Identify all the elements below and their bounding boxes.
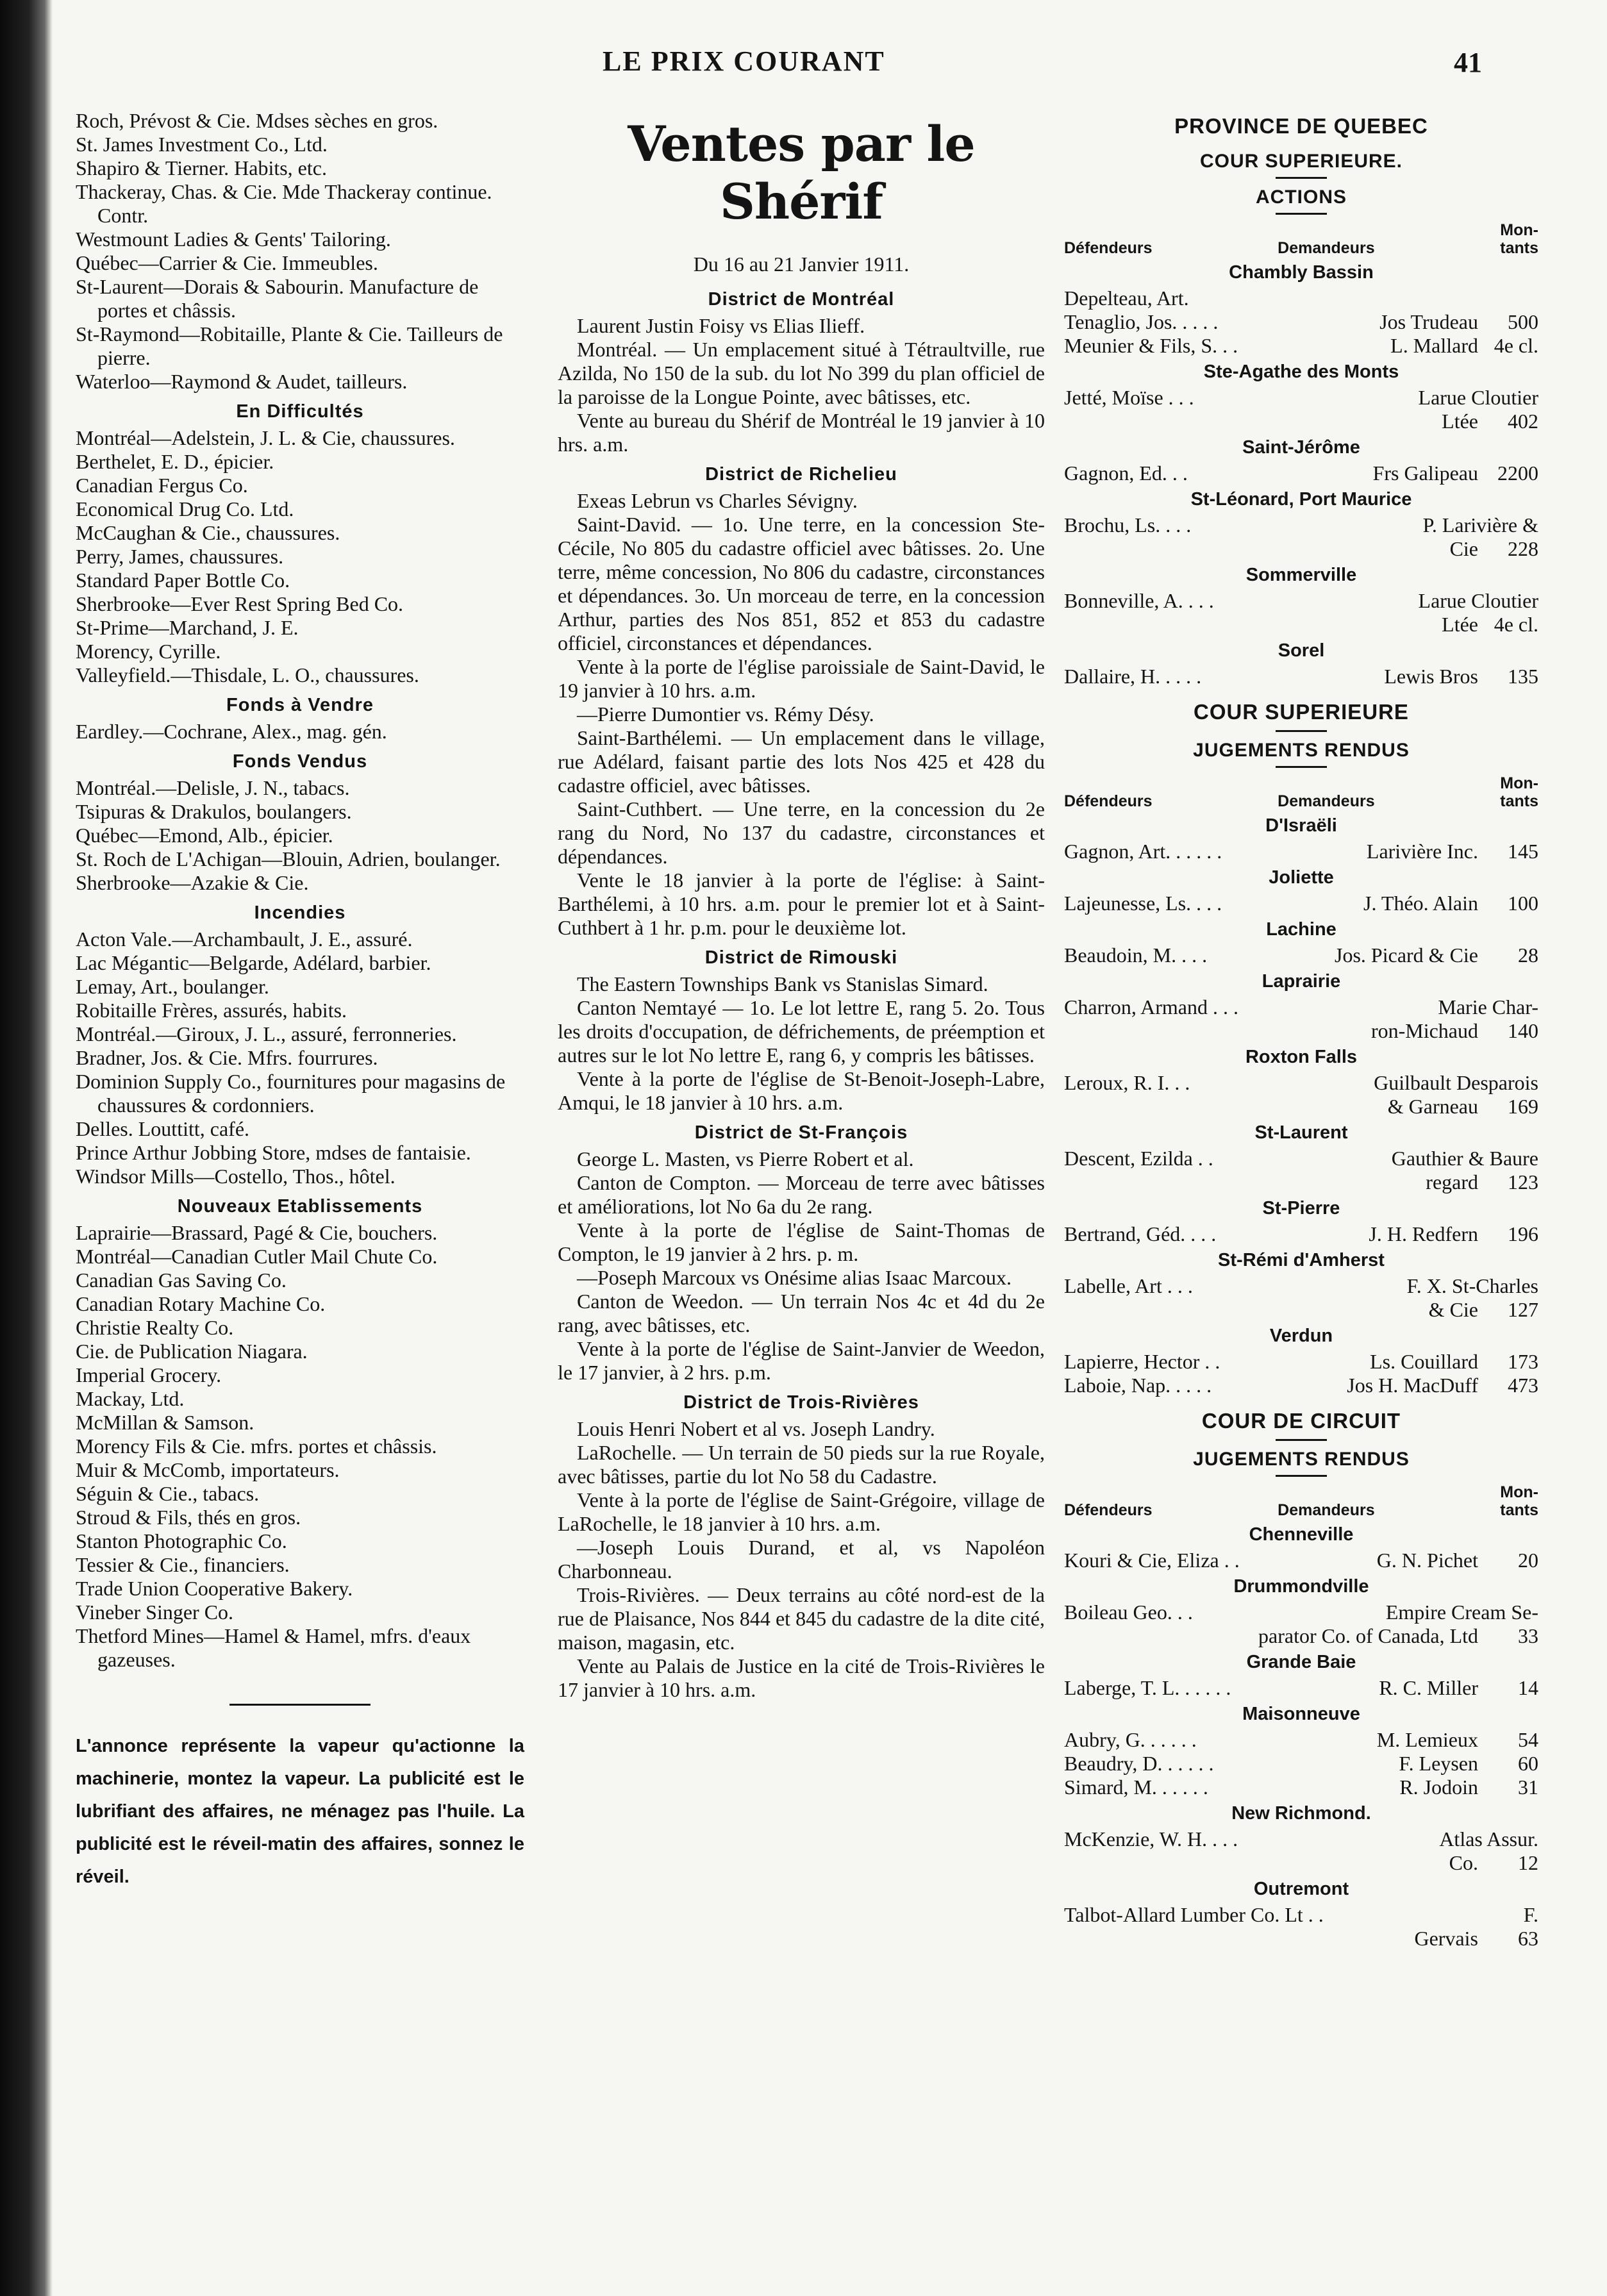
amount	[1492, 287, 1538, 310]
plaintiff: Lewis Bros	[1384, 665, 1478, 688]
case-line	[1064, 1903, 1538, 1927]
sale-paragraph: Vente le 18 janvier à la porte de l'église: à Saint-Barthélemi, à 10 hrs. a.m. pour le premier lot et à Saint-Cuthbert à 1 hr. p.m. pour le deuxième lot.	[558, 869, 1045, 939]
town-heading: St-Pierre	[1262, 1198, 1340, 1219]
sale-paragraph: Vente à la porte de l'église paroissiale de Saint-David, le 19 janvier à 10 hrs. a.m.	[558, 655, 1045, 702]
short-rule	[1276, 1475, 1327, 1477]
town-heading: St-Laurent	[1254, 1122, 1348, 1143]
column-headers	[1064, 221, 1538, 257]
case-line	[1064, 1019, 1538, 1043]
list-item: Christie Realty Co.	[76, 1316, 234, 1339]
defendant: McKenzie, W. H. . . .	[1064, 1827, 1238, 1851]
plaintiff: Larue Cloutier	[1418, 589, 1538, 612]
list-item: St-Prime—Marchand, J. E.	[76, 616, 299, 639]
jugements-heading-2: JUGEMENTS RENDUS	[1193, 1449, 1410, 1470]
list-item: Lac Mégantic—Belgarde, Adélard, barbier.	[76, 951, 431, 974]
case-row	[1064, 462, 1538, 485]
column-headers	[1064, 774, 1538, 810]
case-line	[1064, 1298, 1538, 1322]
plaintiff: J. H. Redfern	[1369, 1222, 1478, 1245]
defendant: Lapierre, Hector . .	[1064, 1350, 1220, 1373]
amount: 4e cl.	[1494, 613, 1538, 636]
actions-heading: ACTIONS	[1256, 187, 1347, 208]
defendant: Depelteau, Art.	[1064, 287, 1189, 310]
plaintiff: Empire Cream Se-	[1385, 1601, 1538, 1624]
amount: 28	[1518, 944, 1538, 967]
case-row	[1064, 1071, 1538, 1119]
plaintiff: Jos Trudeau	[1379, 310, 1478, 333]
list-item: Robitaille Frères, assurés, habits.	[76, 999, 347, 1022]
list-item: Canadian Rotary Machine Co.	[76, 1292, 326, 1315]
plaintiff: G. N. Pichet	[1376, 1549, 1478, 1572]
short-rule	[1276, 730, 1327, 732]
case-row	[1064, 1222, 1538, 1246]
case-row	[1064, 1274, 1538, 1322]
case-row	[1064, 513, 1538, 561]
list-item: Tessier & Cie., financiers.	[76, 1553, 290, 1576]
amount: 169	[1508, 1095, 1538, 1118]
case-row	[1064, 310, 1538, 334]
case-row	[1064, 840, 1538, 863]
list-item: Trade Union Cooperative Bakery.	[76, 1577, 353, 1600]
town-heading: Outremont	[1253, 1879, 1349, 1899]
case-row	[1064, 1776, 1538, 1799]
town-heading: D'Israëli	[1265, 815, 1337, 836]
plaintiff: P. Larivière &	[1422, 513, 1538, 537]
defendant: Lajeunesse, Ls. . . .	[1064, 892, 1222, 915]
sale-paragraph: George L. Masten, vs Pierre Robert et al.	[577, 1147, 914, 1170]
town-heading: Chambly Bassin	[1229, 262, 1374, 283]
case-row	[1064, 665, 1538, 688]
list-item: St-Raymond—Robitaille, Plante & Cie. Tailleurs de pierre.	[76, 322, 503, 369]
case-row	[1064, 1676, 1538, 1700]
case-line	[1064, 513, 1538, 537]
case-row	[1064, 1147, 1538, 1194]
case-line	[1064, 1851, 1538, 1875]
short-rule	[1276, 766, 1327, 768]
sale-paragraph: Canton de Compton. — Morceau de terre avec bâtisses et améliorations, lot No 6a du 2e rang.	[558, 1171, 1045, 1218]
amount: 173	[1508, 1350, 1538, 1373]
case-row	[1064, 1728, 1538, 1752]
case-line	[1064, 1624, 1538, 1648]
list-item: Windsor Mills—Costello, Thos., hôtel.	[76, 1165, 396, 1188]
sale-paragraph: Vente à la porte de l'église de Saint-Grégoire, village de LaRochelle, le 18 janvier à 10 hrs. a.m.	[558, 1488, 1045, 1535]
sale-paragraph: Saint-Cuthbert. — Une terre, en la concession du 2e rang du Nord, No 137 du cadastre, circonstances et dépendances.	[558, 797, 1045, 868]
town-heading: Laprairie	[1261, 971, 1341, 992]
page-title: LE PRIX COURANT	[603, 46, 885, 77]
province-heading: PROVINCE DE QUEBEC	[1174, 114, 1428, 138]
vendus-list	[76, 776, 524, 895]
court-heading-superieure-2: COUR SUPERIEURE	[1194, 700, 1409, 724]
defendant: Aubry, G. . . . . .	[1064, 1728, 1197, 1751]
list-item: Canadian Fergus Co.	[76, 474, 248, 497]
column-headers	[1064, 1483, 1538, 1519]
plaintiff-continued: regard	[1426, 1170, 1478, 1194]
defendant: Labelle, Art . . .	[1064, 1274, 1193, 1297]
list-item: St. James Investment Co., Ltd.	[76, 133, 328, 156]
defendant: Bertrand, Géd. . . .	[1064, 1222, 1217, 1245]
defendeurs-header: Défendeurs	[1064, 239, 1153, 257]
defendant: Gagnon, Ed. . .	[1064, 462, 1188, 485]
district-heading: District de Richelieu	[705, 464, 897, 485]
defendant: Laberge, T. L. . . . . .	[1064, 1676, 1231, 1699]
list-item: Cie. de Publication Niagara.	[76, 1340, 308, 1363]
sale-paragraph: Exeas Lebrun vs Charles Sévigny.	[577, 489, 858, 512]
town-heading: Maisonneuve	[1242, 1704, 1360, 1724]
case-line	[1064, 410, 1538, 433]
district-heading: District de Montréal	[708, 289, 895, 310]
amount: 135	[1508, 665, 1538, 688]
defendant: Beaudoin, M. . . .	[1064, 944, 1208, 967]
amount: 20	[1518, 1549, 1538, 1572]
list-item: Bradner, Jos. & Cie. Mfrs. fourrures.	[76, 1046, 378, 1069]
plaintiff-continued: parator Co. of Canada, Ltd	[1258, 1624, 1478, 1647]
amount: 473	[1508, 1374, 1538, 1397]
sale-paragraph: —Poseph Marcoux vs Onésime alias Isaac Marcoux.	[577, 1266, 1012, 1289]
plaintiff: R. C. Miller	[1379, 1676, 1478, 1699]
list-item: Montréal—Canadian Cutler Mail Chute Co.	[76, 1245, 438, 1268]
list-item: Stroud & Fils, thés en gros.	[76, 1506, 301, 1529]
town-heading: Verdun	[1269, 1326, 1333, 1346]
town-heading: St-Léonard, Port Maurice	[1190, 489, 1412, 510]
defendant: Gagnon, Art. . . . . .	[1064, 840, 1222, 863]
list-item: Sherbrooke—Azakie & Cie.	[76, 871, 309, 894]
plaintiff: F.	[1523, 1903, 1538, 1926]
town-heading: Roxton Falls	[1245, 1047, 1357, 1067]
sale-paragraph: Saint-Barthélemi. — Un emplacement dans le village, rue Adélard, faisant partie des lots Nos 425 et 428 du cadastre officiel, avec bâtisses.	[558, 726, 1045, 797]
districts-container	[558, 288, 1045, 1702]
short-rule	[1276, 213, 1327, 215]
middle-column	[558, 109, 1045, 1702]
amount: 12	[1518, 1851, 1538, 1874]
case-line	[1064, 995, 1538, 1019]
sale-paragraph: The Eastern Townships Bank vs Stanislas Simard.	[577, 972, 988, 995]
case-row	[1064, 1827, 1538, 1875]
case-line	[1064, 1601, 1538, 1624]
defendant: Leroux, R. I. . .	[1064, 1071, 1190, 1094]
sale-paragraph: Vente au Palais de Justice en la cité de Trois-Rivières le 17 janvier à 10 hrs. a.m.	[558, 1654, 1045, 1701]
list-item: Sherbrooke—Ever Rest Spring Bed Co.	[76, 592, 404, 615]
incendies-list	[76, 928, 524, 1188]
demandeurs-header: Demandeurs	[1278, 792, 1375, 810]
sale-paragraph: Montréal. — Un emplacement situé à Tétraultville, rue Azilda, No 150 de la sub. du lot No 399 du plan officiel de la paroisse de la Longue Pointe, avec bâtisses, etc.	[558, 338, 1045, 408]
running-head	[0, 45, 1607, 83]
plaintiff: Gauthier & Baure	[1391, 1147, 1538, 1170]
plaintiff: M. Lemieux	[1376, 1728, 1478, 1751]
list-item: Shapiro & Tierner. Habits, etc.	[76, 156, 327, 179]
defendant: Laboie, Nap. . . . .	[1064, 1374, 1212, 1397]
list-item: Montréal—Adelstein, J. L. & Cie, chaussures.	[76, 426, 455, 449]
town-heading: New Richmond.	[1231, 1803, 1371, 1824]
case-row	[1064, 1903, 1538, 1951]
list-item: Berthelet, E. D., épicier.	[76, 450, 274, 473]
defendant: Descent, Ezilda . .	[1064, 1147, 1213, 1170]
montants-header: Mon- tants	[1500, 1483, 1538, 1519]
town-heading: Chenneville	[1249, 1524, 1354, 1545]
amount: 196	[1508, 1222, 1538, 1245]
plaintiff: F. Leysen	[1399, 1752, 1478, 1775]
sale-paragraph: Vente à la porte de l'église de Saint-Janvier de Weedon, le 17 janvier, à 2 hrs. p.m.	[558, 1337, 1045, 1384]
list-item: McCaughan & Cie., chaussures.	[76, 521, 340, 544]
a-vendre-list	[76, 720, 524, 744]
list-item: Mackay, Ltd.	[76, 1387, 185, 1410]
case-line	[1064, 1170, 1538, 1194]
list-item: Eardley.—Cochrane, Alex., mag. gén.	[76, 720, 387, 743]
case-row	[1064, 892, 1538, 915]
town-heading: Joliette	[1269, 867, 1334, 888]
plaintiff: Larue Cloutier	[1418, 386, 1538, 409]
case-line	[1064, 386, 1538, 410]
sheriff-sales-title: Ventes par le Shérif	[628, 115, 975, 230]
list-item: Morency Fils & Cie. mfrs. portes et châssis.	[76, 1435, 437, 1458]
town-heading: Sorel	[1278, 640, 1325, 661]
plaintiff: Jos. Picard & Cie	[1335, 944, 1478, 967]
case-row	[1064, 287, 1538, 310]
case-row	[1064, 1549, 1538, 1572]
section-title-a-vendre: Fonds à Vendre	[226, 695, 374, 715]
plaintiff: Jos H. MacDuff	[1347, 1374, 1478, 1397]
defendeurs-header: Défendeurs	[1064, 792, 1153, 810]
plaintiff-continued: Gervais	[1414, 1927, 1478, 1950]
court-heading-circuit: COUR DE CIRCUIT	[1201, 1409, 1401, 1433]
amount: 33	[1518, 1624, 1538, 1647]
plaintiff	[1195, 287, 1492, 310]
court-heading-superieure-1: COUR SUPERIEURE.	[1199, 151, 1403, 172]
plaintiff-continued: & Cie	[1428, 1298, 1478, 1321]
list-item: Prince Arthur Jobbing Store, mdses de fantaisie.	[76, 1141, 471, 1164]
defendeurs-header: Défendeurs	[1064, 1501, 1153, 1519]
list-item: Morency, Cyrille.	[76, 640, 221, 663]
list-item: Canadian Gas Saving Co.	[76, 1269, 287, 1292]
short-rule	[1276, 1439, 1327, 1441]
amount: 140	[1508, 1019, 1538, 1042]
list-item: Vineber Singer Co.	[76, 1601, 234, 1624]
town-heading: Saint-Jérôme	[1242, 437, 1360, 458]
short-rule	[1276, 177, 1327, 179]
list-item: Québec—Carrier & Cie. Immeubles.	[76, 251, 378, 274]
list-item: Acton Vale.—Archambault, J. E., assuré.	[76, 928, 413, 951]
sale-paragraph: Saint-David. — 1o. Une terre, en la concession Ste-Cécile, No 805 du cadastre officiel avec bâtisses. 2o. Une terre, même concession, No 806 du cadastre, circonstances et dépendances. 3o. Un morceau de terre, en la concession Arthur, parties des Nos 851, 852 et 853 du cadastre officiel, circonstances et dépendances.	[558, 513, 1045, 654]
list-item: Québec—Emond, Alb., épicier.	[76, 824, 333, 847]
plaintiff: Atlas Assur.	[1439, 1827, 1538, 1851]
list-item: Imperial Grocery.	[76, 1363, 222, 1386]
plaintiff: Larivière Inc.	[1366, 840, 1478, 863]
plaintiff-continued: Ltée	[1442, 613, 1478, 636]
case-line	[1064, 537, 1538, 561]
montants-header: Mon- tants	[1500, 221, 1538, 257]
jugements-list-2	[1064, 1523, 1538, 1951]
demandeurs-header: Demandeurs	[1278, 1501, 1375, 1519]
list-item: Roch, Prévost & Cie. Mdses sèches en gros.	[76, 109, 438, 132]
town-heading: Grande Baie	[1246, 1652, 1356, 1672]
plaintiff-continued: Ltée	[1442, 410, 1478, 433]
case-row	[1064, 1350, 1538, 1374]
defendant: Dallaire, H. . . . .	[1064, 665, 1202, 688]
plaintiff: Frs Galipeau	[1372, 462, 1478, 485]
list-item: Waterloo—Raymond & Audet, tailleurs.	[76, 370, 408, 393]
section-title-vendus: Fonds Vendus	[232, 751, 368, 772]
list-item: Tsipuras & Drakulos, boulangers.	[76, 800, 352, 823]
right-column	[1064, 109, 1538, 1951]
montants-header: Mon- tants	[1500, 774, 1538, 810]
case-line	[1064, 589, 1538, 613]
plaintiff: Ls. Couillard	[1370, 1350, 1478, 1373]
sale-paragraph: —Joseph Louis Durand, et al, vs Napoléon Charbonneau.	[558, 1536, 1045, 1583]
list-item: McMillan & Samson.	[76, 1411, 254, 1434]
amount: 145	[1508, 840, 1538, 863]
plaintiff-continued: ron-Michaud	[1370, 1019, 1478, 1042]
jugements-heading-1: JUGEMENTS RENDUS	[1193, 740, 1410, 761]
district-heading: District de Rimouski	[704, 947, 898, 968]
town-heading: Ste-Agathe des Monts	[1203, 362, 1399, 382]
top-entries	[76, 109, 524, 394]
case-row	[1064, 995, 1538, 1043]
sale-paragraph: Louis Henri Nobert et al vs. Joseph Landry.	[577, 1417, 935, 1440]
list-item: St-Laurent—Dorais & Sabourin. Manufacture de portes et châssis.	[76, 275, 479, 322]
list-item: Thetford Mines—Hamel & Hamel, mfrs. d'eaux gazeuses.	[76, 1624, 471, 1671]
amount: 500	[1508, 310, 1538, 333]
list-item: Muir & McComb, importateurs.	[76, 1458, 340, 1481]
defendant: Talbot-Allard Lumber Co. Lt . .	[1064, 1903, 1324, 1926]
district-heading: District de Trois-Rivières	[683, 1392, 919, 1413]
list-item: Perry, James, chaussures.	[76, 545, 284, 568]
defendant: Kouri & Cie, Eliza . .	[1064, 1549, 1240, 1572]
list-item: Dominion Supply Co., fournitures pour magasins de chaussures & cordonniers.	[76, 1070, 506, 1117]
sale-paragraph: —Pierre Dumontier vs. Rémy Désy.	[577, 703, 874, 726]
sale-paragraph: Trois-Rivières. — Deux terrains au côté nord-est de la rue de Plaisance, Nos 844 et 845 du cadastre de la dite cité, maison, magasin, etc.	[558, 1583, 1045, 1654]
divider-rule	[229, 1704, 371, 1706]
case-row	[1064, 386, 1538, 433]
list-item: Lemay, Art., boulanger.	[76, 975, 269, 998]
list-item: Economical Drug Co. Ltd.	[76, 497, 294, 520]
list-item: Westmount Ladies & Gents' Tailoring.	[76, 228, 391, 251]
list-item: Standard Paper Bottle Co.	[76, 569, 290, 592]
amount: 14	[1518, 1676, 1538, 1699]
list-item: Delles. Louttitt, café.	[76, 1117, 250, 1140]
town-heading: Sommerville	[1245, 565, 1357, 585]
dateline: Du 16 au 21 Janvier 1911.	[693, 253, 910, 276]
case-line	[1064, 1827, 1538, 1851]
district-heading: District de St-François	[694, 1122, 908, 1143]
amount: 54	[1518, 1728, 1538, 1751]
list-item: Séguin & Cie., tabacs.	[76, 1482, 260, 1505]
defendant: Jetté, Moïse . . .	[1064, 386, 1194, 409]
amount: 100	[1508, 892, 1538, 915]
amount: 63	[1518, 1927, 1538, 1950]
case-line	[1064, 1927, 1538, 1951]
page-number: 41	[1454, 47, 1482, 78]
town-heading: Lachine	[1266, 919, 1336, 940]
section-title-nouveaux: Nouveaux Etablissements	[177, 1196, 423, 1217]
section-title-difficultes: En Difficultés	[236, 401, 364, 422]
sale-paragraph: Laurent Justin Foisy vs Elias Ilieff.	[577, 314, 865, 337]
defendant: Charron, Armand . . .	[1064, 995, 1238, 1019]
case-line	[1064, 613, 1538, 636]
difficultes-list	[76, 426, 524, 687]
case-row	[1064, 334, 1538, 358]
plaintiff-continued: Cie	[1449, 537, 1478, 560]
plaintiff: R. Jodoin	[1399, 1776, 1478, 1799]
town-heading: St-Rémi d'Amherst	[1218, 1250, 1385, 1270]
case-line	[1064, 1147, 1538, 1170]
plaintiff: Guilbault Desparois	[1374, 1071, 1538, 1094]
case-row	[1064, 1374, 1538, 1397]
case-row	[1064, 1601, 1538, 1648]
defendant: Simard, M. . . . . .	[1064, 1776, 1208, 1799]
case-row	[1064, 1752, 1538, 1776]
list-item: Laprairie—Brassard, Pagé & Cie, bouchers.	[76, 1221, 438, 1244]
case-line	[1064, 1095, 1538, 1119]
sale-paragraph: Canton Nemtayé — 1o. Le lot lettre E, rang 5. 2o. Tous les droits d'occupation, de défrichements, de préemption et autres sur le lot No lettre E, rang 6, y compris les bâtisses.	[558, 996, 1045, 1067]
amount: 2200	[1497, 462, 1538, 485]
demandeurs-header: Demandeurs	[1278, 239, 1375, 257]
list-item: Montréal.—Delisle, J. N., tabacs.	[76, 776, 350, 799]
amount: 228	[1508, 537, 1538, 560]
plaintiff-continued: & Garneau	[1387, 1095, 1478, 1118]
list-item: Thackeray, Chas. & Cie. Mde Thackeray continue. Contr.	[76, 180, 492, 227]
defendant: Bonneville, A. . . .	[1064, 589, 1214, 612]
sale-paragraph: Vente à la porte de l'église de St-Benoit-Joseph-Labre, Amqui, le 18 janvier à 10 hrs. a.m.	[558, 1067, 1045, 1114]
defendant: Beaudry, D. . . . . .	[1064, 1752, 1214, 1775]
case-row	[1064, 944, 1538, 967]
binding-shadow	[0, 0, 53, 2296]
jugements-list-1	[1064, 814, 1538, 1397]
actions-list	[1064, 261, 1538, 688]
plaintiff-continued: Co.	[1449, 1851, 1478, 1874]
sale-paragraph: Vente à la porte de l'église de Saint-Thomas de Compton, le 19 janvier à 2 hrs. p. m.	[558, 1219, 1045, 1265]
amount: 127	[1508, 1298, 1538, 1321]
amount: 4e cl.	[1494, 334, 1538, 357]
list-item: St. Roch de L'Achigan—Blouin, Adrien, boulanger.	[76, 847, 501, 870]
nouveaux-list	[76, 1221, 524, 1672]
sale-paragraph: Canton de Weedon. — Un terrain Nos 4c et 4d du 2e rang, avec bâtisses, etc.	[558, 1290, 1045, 1336]
amount: 31	[1518, 1776, 1538, 1799]
case-row	[1064, 589, 1538, 636]
town-heading: Drummondville	[1233, 1576, 1369, 1597]
plaintiff: J. Théo. Alain	[1363, 892, 1478, 915]
advertising-notice: L'annonce représente la vapeur qu'actionne la machinerie, montez la vapeur. La publicité est le lubrifiant des affaires, ne ménagez pas l'huile. La publicité est le réveil-matin des affaires, sonnez le réveil.	[76, 1736, 524, 1887]
defendant: Brochu, Ls. . . .	[1064, 513, 1192, 537]
case-line	[1064, 1071, 1538, 1095]
plaintiff: L. Mallard	[1390, 334, 1478, 357]
defendant: Meunier & Fils, S. . .	[1064, 334, 1238, 357]
list-item: Montréal.—Giroux, J. L., assuré, ferronneries.	[76, 1022, 457, 1045]
defendant: Boileau Geo. . .	[1064, 1601, 1193, 1624]
plaintiff: Marie Char-	[1438, 995, 1538, 1019]
sale-paragraph: LaRochelle. — Un terrain de 50 pieds sur la rue Royale, avec bâtisses, partie du lot No 58 du Cadastre.	[558, 1441, 1045, 1488]
sale-paragraph: Vente au bureau du Shérif de Montréal le 19 janvier à 10 hrs. a.m.	[558, 409, 1045, 456]
amount: 123	[1508, 1170, 1538, 1194]
amount: 60	[1518, 1752, 1538, 1775]
list-item: Stanton Photographic Co.	[76, 1529, 287, 1552]
plaintiff: F. X. St-Charles	[1406, 1274, 1538, 1297]
section-title-incendies: Incendies	[254, 903, 346, 923]
defendant: Tenaglio, Jos. . . . .	[1064, 310, 1219, 333]
list-item: Valleyfield.—Thisdale, L. O., chaussures.	[76, 663, 419, 686]
case-line	[1064, 1274, 1538, 1298]
amount: 402	[1508, 410, 1538, 433]
left-column	[76, 109, 524, 1893]
